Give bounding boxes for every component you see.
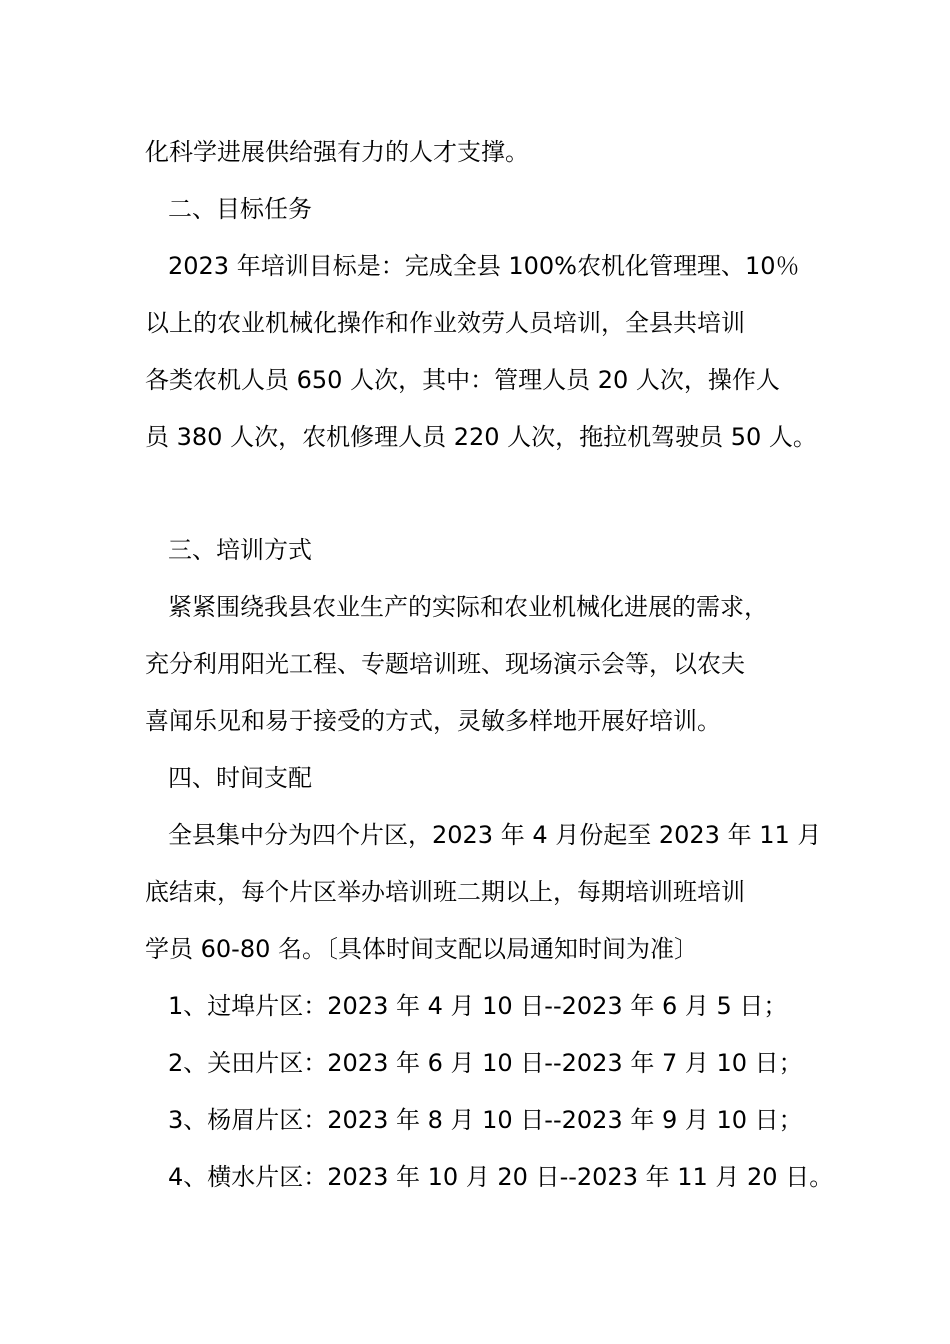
section-heading-schedule: 四、时间支配 <box>168 764 312 792</box>
paragraph-line: 紧紧围绕我县农业生产的实际和农业机械化进展的需求， <box>168 593 768 621</box>
paragraph-line: 各类农机人员 650 人次，其中：管理人员 20 人次，操作人 <box>145 366 780 394</box>
list-item: 1、过埠片区：2023 年 4 月 10 日--2023 年 6 月 5 日； <box>168 992 788 1020</box>
list-item: 2、关田片区：2023 年 6 月 10 日--2023 年 7 月 10 日； <box>168 1049 803 1077</box>
paragraph-line: 2023 年培训目标是：完成全县 100%农机化管理理、10％ <box>168 252 800 280</box>
paragraph-line: 学员 60-80 名。〔具体时间支配以局通知时间为准〕 <box>145 935 698 963</box>
paragraph-line: 化科学进展供给强有力的人才支撑。 <box>145 138 529 166</box>
section-heading-goals: 二、目标任务 <box>168 195 312 223</box>
paragraph-line: 员 380 人次，农机修理人员 220 人次，拖拉机驾驶员 50 人。 <box>145 423 817 451</box>
paragraph-line: 充分利用阳光工程、专题培训班、现场演示会等，以农夫 <box>145 650 745 678</box>
section-heading-method: 三、培训方式 <box>168 536 312 564</box>
paragraph-line: 全县集中分为四个片区，2023 年 4 月份起至 2023 年 11 月 <box>168 821 822 849</box>
paragraph-line: 以上的农业机械化操作和作业效劳人员培训，全县共培训 <box>145 309 745 337</box>
list-item: 3、杨眉片区：2023 年 8 月 10 日--2023 年 9 月 10 日； <box>168 1106 803 1134</box>
paragraph-line: 喜闻乐见和易于接受的方式，灵敏多样地开展好培训。 <box>145 707 721 735</box>
paragraph-line: 底结束，每个片区举办培训班二期以上，每期培训班培训 <box>145 878 745 906</box>
list-item: 4、横水片区：2023 年 10 月 20 日--2023 年 11 月 20 日。 <box>168 1163 834 1191</box>
